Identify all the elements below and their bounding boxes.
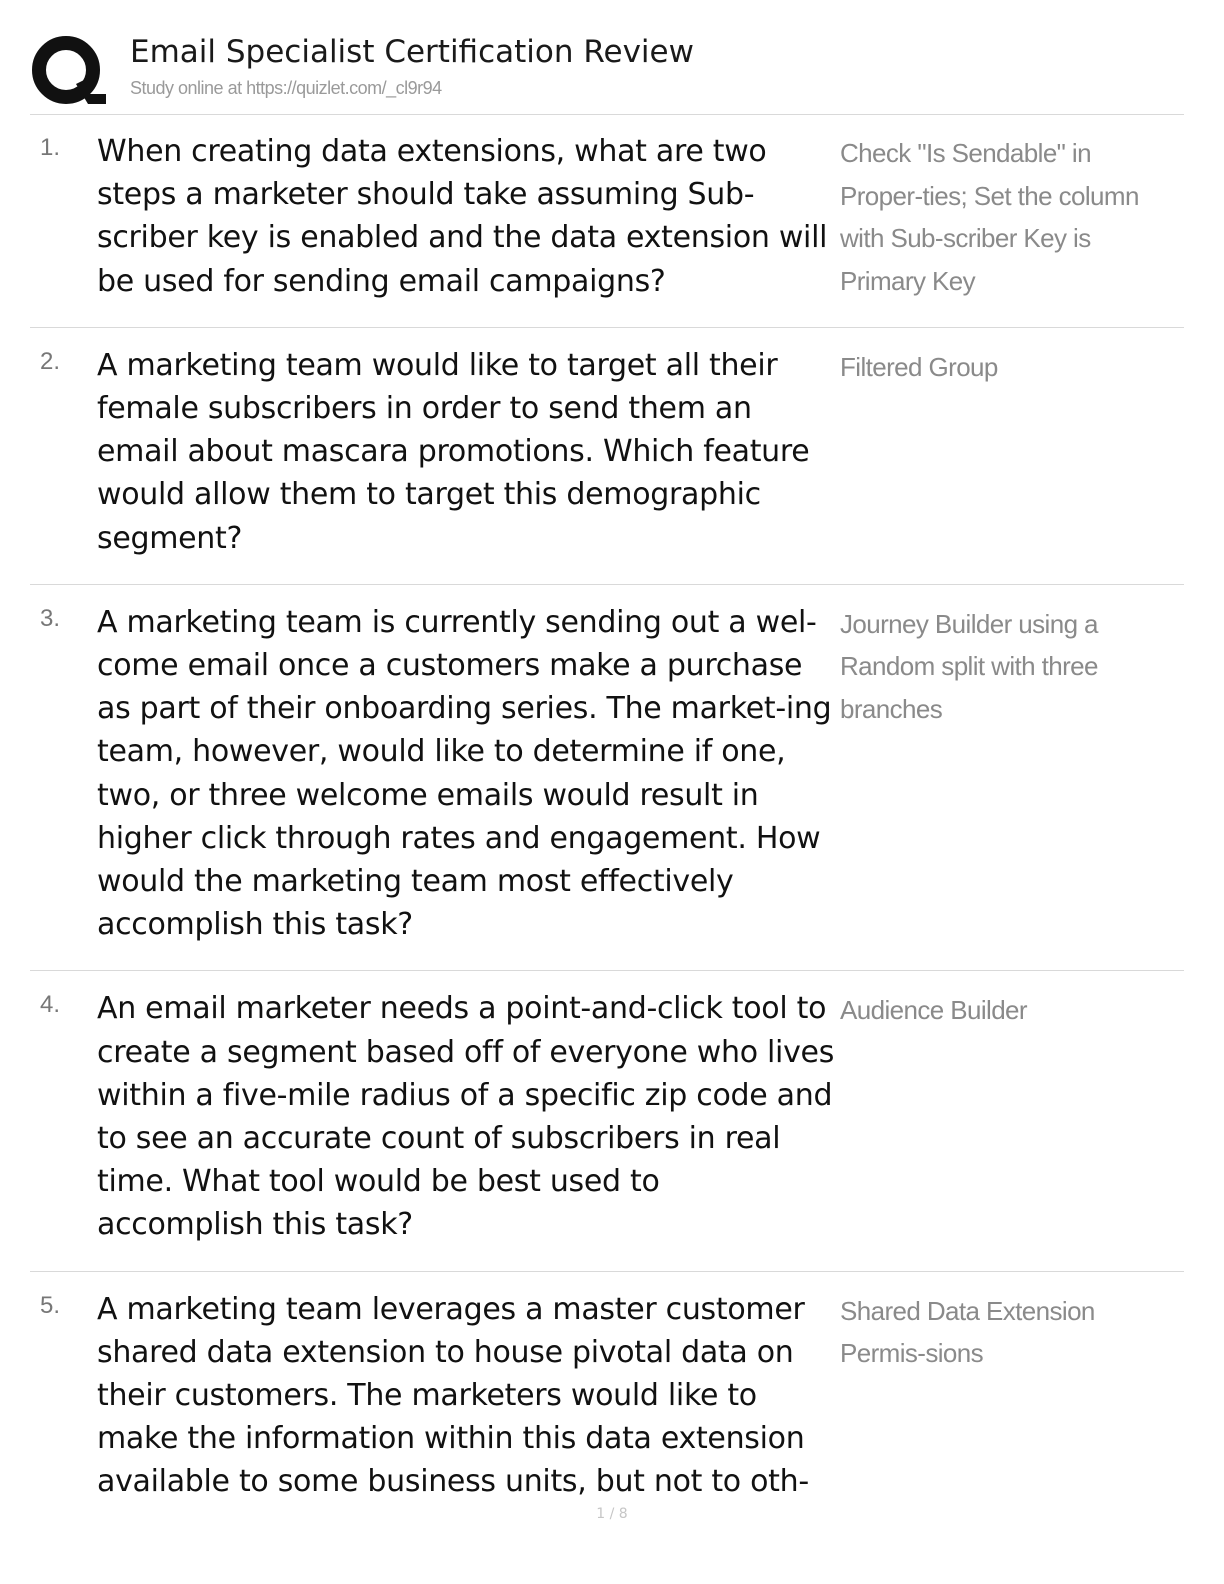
page-number: 1 / 8	[596, 1506, 628, 1522]
card-number: 1.	[40, 134, 61, 161]
card-question: An email marketer needs a point-and-click tool to create a segment based off of everyone who lives within a five-mile radius of a specific zip code and to see an accurate count of subscribers in real time. What tool would be best used to accomplish this task?	[97, 991, 835, 1243]
flashcard	[30, 328, 1184, 585]
flashcard	[30, 114, 1184, 328]
card-answer: Check "Is Sendable" in Proper-ties; Set the column with Sub-scriber Key is Primary Key	[840, 138, 1139, 296]
quizlet-logo-icon	[30, 32, 108, 110]
card-question: When creating data extensions, what are two steps a marketer should take assuming Sub-scriber key is enabled and the data extension will be used for sending email campaigns?	[97, 134, 828, 299]
flashcard	[30, 1272, 1184, 1528]
card-question: A marketing team is currently sending out a wel-come email once a customers make a purchase as part of their onboarding series. The market-ing team, however, would like to determine if one, two, or three welcome emails would result in higher click through rates and engagement. How would the marketing team most effectively accomplish this task?	[97, 604, 832, 943]
card-answer: Journey Builder using a Random split with three branches	[840, 608, 1098, 724]
card-number: 5.	[40, 1291, 61, 1319]
card-answer: Shared Data Extension Permis-sions	[840, 1295, 1095, 1369]
card-question: A marketing team would like to target all their female subscribers in order to send them an email about mascara promotions. Which feature would allow them to target this demographic segment?	[97, 347, 810, 556]
card-number: 3.	[40, 604, 61, 632]
flashcard	[30, 971, 1184, 1271]
card-answer: Audience Builder	[840, 995, 1027, 1026]
flashcard	[30, 585, 1184, 972]
document-header	[30, 28, 1184, 115]
study-link[interactable]: Study online at https://quizlet.com/_cl9r94	[130, 78, 442, 98]
page-title: Email Specialist Certification Review	[130, 34, 694, 70]
card-question: A marketing team leverages a master customer shared data extension to house pivotal data on their customers. The marketers would like to make the information within this data extension available to some business units, but not to oth-	[97, 1291, 809, 1500]
flashcard-list	[30, 114, 1184, 1528]
card-number: 4.	[40, 991, 61, 1019]
card-answer: Filtered Group	[840, 351, 998, 382]
card-number: 2.	[40, 347, 61, 375]
